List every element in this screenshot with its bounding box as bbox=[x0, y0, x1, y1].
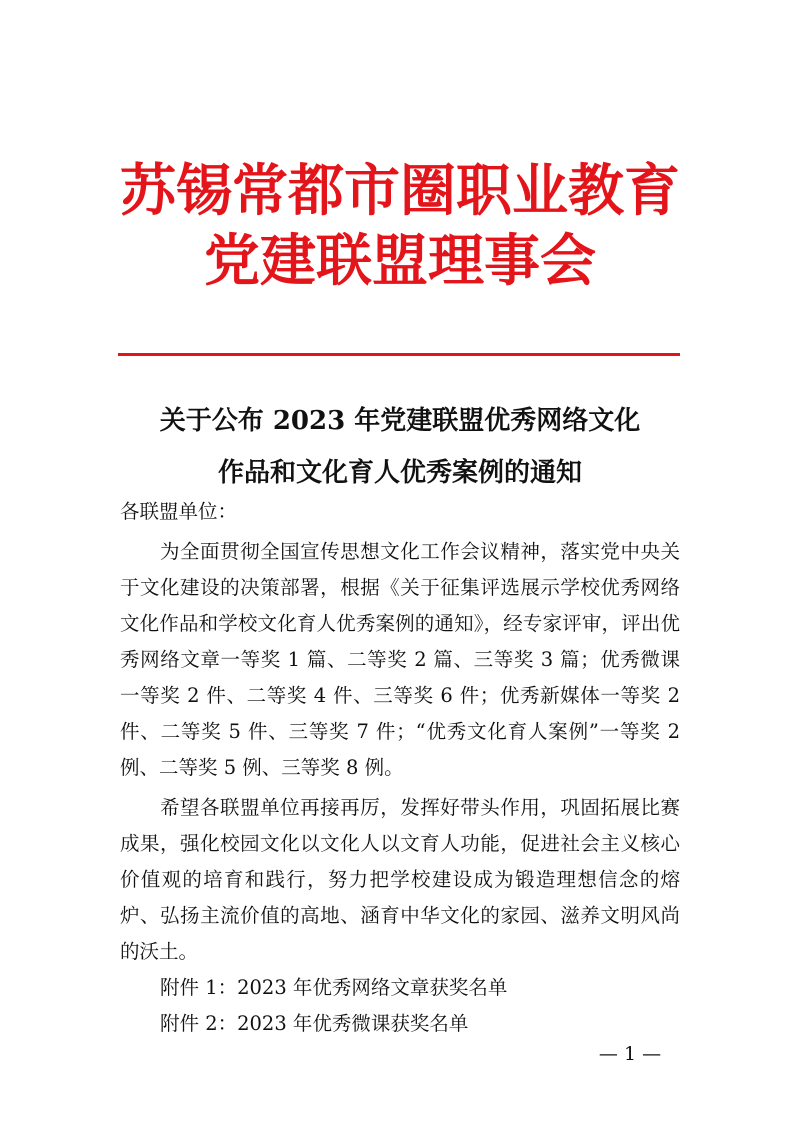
org-name-line-2: 党建联盟理事会 bbox=[204, 229, 596, 294]
org-name-line-1: 苏锡常都市圈职业教育 bbox=[120, 159, 680, 224]
body-paragraph-2: 希望各联盟单位再接再厉，发挥好带头作用，巩固拓展比赛成果，强化校园文化以文化人以文育人功能，促进社会主义核心价值观的培育和践行，努力把学校建设成为锻造理想信念的熔炉、弘扬主流价值的高地、涵育中华文化的家园、滋养文明风尚的沃土。 bbox=[120, 796, 680, 963]
attachment-1: 附件 1：2023 年优秀网络文章获奖名单 bbox=[160, 976, 508, 999]
salutation: 各联盟单位： bbox=[120, 500, 238, 523]
body-paragraph-1: 为全面贯彻全国宣传思想文化工作会议精神，落实党中央关于文化建设的决策部署，根据《关于征集评选展示学校优秀网络文化作品和学校文化育人优秀案例的通知》，经专家评审，评出优秀网络文章一等奖 1 篇、二等奖 2 篇、三等奖 3 篇；优秀微课一等奖 2 件、二等奖 4 件、三等奖 6 件；优秀新媒体一等奖 2 件、二等奖 5 件、三等奖 7 件；“优秀文化育人案例”一等奖 2 例、二等奖 5 例、三等奖 8 例。 bbox=[120, 540, 680, 779]
page-number: — 1 — bbox=[598, 1043, 662, 1065]
red-divider-line bbox=[118, 353, 680, 356]
attachment-2: 附件 2：2023 年优秀微课获奖名单 bbox=[160, 1012, 469, 1035]
document-title-line-2: 作品和文化育人优秀案例的通知 bbox=[217, 458, 582, 488]
document-title-line-1: 关于公布 2023 年党建联盟优秀网络文化 bbox=[159, 406, 641, 436]
